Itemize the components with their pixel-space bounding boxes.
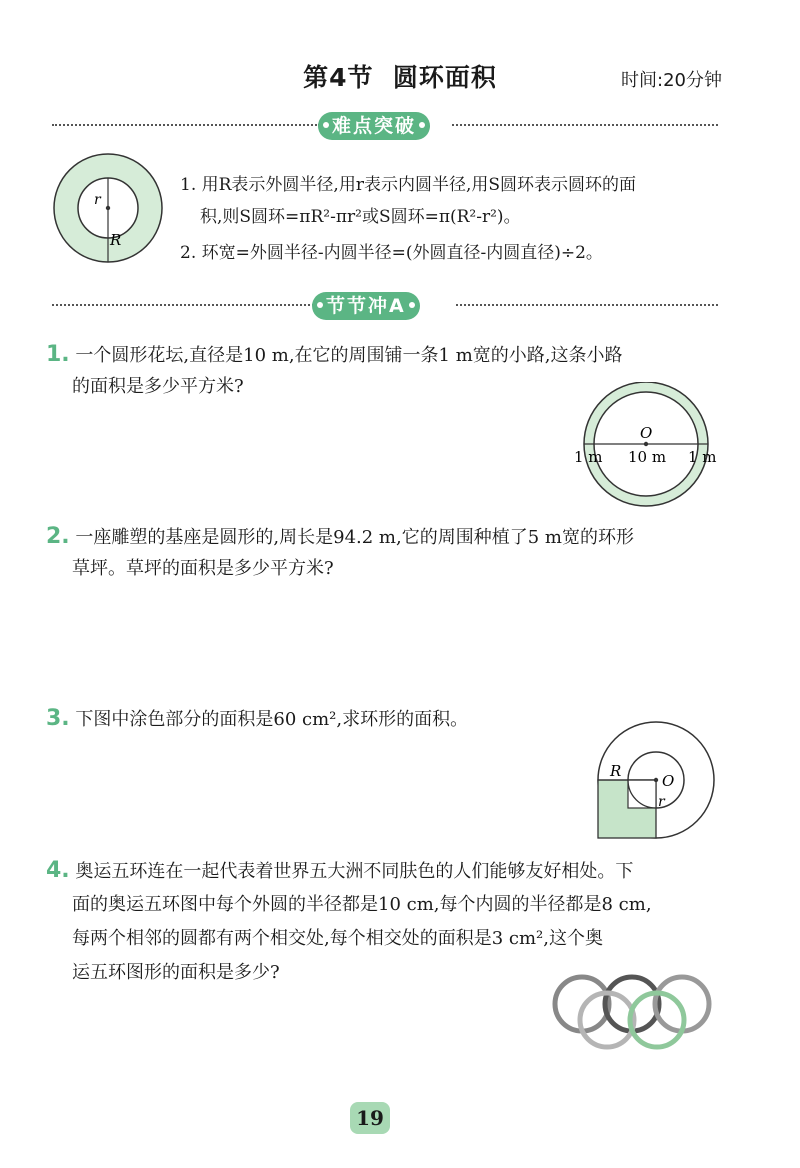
divider-left <box>52 304 314 306</box>
divider-left <box>52 124 320 126</box>
fig-label-right-width: 1 m <box>688 448 717 466</box>
fig-label-R: R <box>110 231 122 249</box>
annulus-tip-figure <box>50 150 166 266</box>
question-text: 奥运五环连在一起代表着世界五大洲不同肤色的人们能够友好相处。下 <box>75 861 634 882</box>
question-2 <box>46 520 634 555</box>
section-difficulty-label: 难点突破 <box>318 112 430 140</box>
page-number: 19 <box>350 1102 390 1134</box>
question-1 <box>46 338 623 373</box>
question-4-line-4: 运五环图形的面积是多少? <box>72 962 280 983</box>
question-number: 3. <box>46 706 70 731</box>
question-4-line-2: 面的奥运五环图中每个外圆的半径都是10 cm,每个内圆的半径都是8 cm, <box>72 894 652 915</box>
question-3 <box>46 702 468 737</box>
section-practice-label: 节节冲A <box>312 292 420 320</box>
question-4-line-3: 每两个相邻的圆都有两个相交处,每个相交处的面积是3 cm²,这个奥 <box>72 928 603 949</box>
question-number: 4. <box>46 858 70 883</box>
time-limit: 时间:20分钟 <box>621 70 722 91</box>
question-4 <box>46 854 633 889</box>
question-1-line-2: 的面积是多少平方米? <box>72 376 244 397</box>
question-number: 2. <box>46 524 70 549</box>
fig-label-r: r <box>658 794 665 810</box>
fig-label-diameter: 10 m <box>628 448 667 466</box>
fig-label-r: r <box>94 192 101 208</box>
fig-label-center: O <box>662 772 675 790</box>
flowerbed-path-figure <box>570 382 722 508</box>
question-text: 下图中涂色部分的面积是60 cm²,求环形的面积。 <box>75 709 469 730</box>
tip-line-3: 2. 环宽=外圆半径-内圆半径=(外圆直径-内圆直径)÷2。 <box>180 243 603 263</box>
tip-line-1: 1. 用R表示外圆半径,用r表示内圆半径,用S圆环表示圆环的面 <box>180 175 637 195</box>
olympic-rings-figure <box>548 974 718 1050</box>
question-2-line-2: 草坪。草坪的面积是多少平方米? <box>72 558 334 579</box>
divider-right <box>456 304 718 306</box>
fig-label-left-width: 1 m <box>574 448 603 466</box>
shaded-square-ring-figure <box>590 720 720 842</box>
fig-label-center: O <box>640 424 653 442</box>
question-text: 一个圆形花坛,直径是10 m,在它的周围铺一条1 m宽的小路,这条小路 <box>75 345 623 366</box>
tip-line-2: 积,则S圆环=πR²-πr²或S圆环=π(R²-r²)。 <box>200 207 521 227</box>
divider-right <box>452 124 718 126</box>
fig-label-R: R <box>610 762 622 780</box>
page-title: 第4节 圆环面积 <box>303 63 497 92</box>
question-number: 1. <box>46 342 70 367</box>
question-text: 一座雕塑的基座是圆形的,周长是94.2 m,它的周围种植了5 m宽的环形 <box>75 527 634 548</box>
